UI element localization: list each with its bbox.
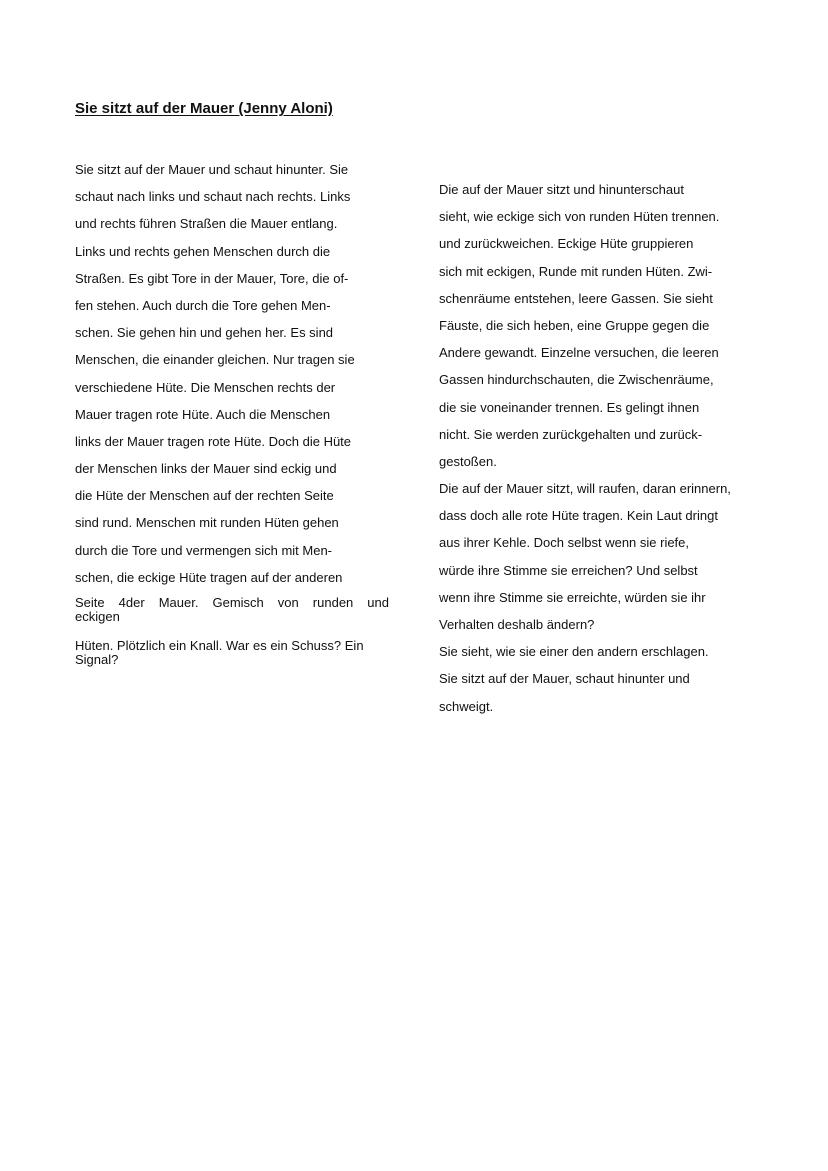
text-line: links der Mauer tragen rote Hüte. Doch die Hüte <box>75 433 352 449</box>
justified-paragraph <box>75 596 389 624</box>
text-line: nicht. Sie werden zurückgehalten und zurück- <box>439 426 703 442</box>
text-line: Sie sitzt auf der Mauer und schaut hinunter. Sie <box>75 162 349 177</box>
text-line: Links und rechts gehen Menschen durch die <box>75 243 331 259</box>
text-line: und rechts führen Straßen die Mauer entlang. <box>75 216 338 232</box>
text-line: dass doch alle rote Hüte tragen. Kein Laut dringt <box>439 508 718 524</box>
text-line: würde ihre Stimme sie erreichen? Und selbst <box>439 562 698 578</box>
text-line: Fäuste, die sich heben, eine Gruppe gegen die <box>439 317 710 333</box>
text-line: durch die Tore und vermengen sich mit Men- <box>75 542 332 558</box>
text-line: sich mit eckigen, Runde mit runden Hüten. Zwi- <box>439 263 713 279</box>
text-line: und zurückweichen. Eckige Hüte gruppieren <box>439 236 694 252</box>
text-line: der Menschen links der Mauer sind eckig und <box>75 461 337 477</box>
text-line: eckigen <box>75 609 120 624</box>
text-line: Straßen. Es gibt Tore in der Mauer, Tore, die of- <box>75 270 349 286</box>
text-line: Menschen, die einander gleichen. Nur tragen sie <box>75 352 355 368</box>
text-line: schen. Sie gehen hin und gehen her. Es sind <box>75 325 334 341</box>
text-line: Die auf der Mauer sitzt und hinunterschaut <box>439 182 684 197</box>
text-line: wenn ihre Stimme sie erreichte, würden sie ihr <box>439 589 706 605</box>
text-line: gestoßen. <box>439 453 497 469</box>
text-line: Die auf der Mauer sitzt, will raufen, daran erinnern, <box>439 481 731 497</box>
justified-paragraph: Hüten. Plötzlich ein Knall. War es ein Schuss? Ein Signal? <box>75 638 364 667</box>
text-line: schweigt. <box>439 698 494 714</box>
text-line: schen, die eckige Hüte tragen auf der anderen <box>75 569 343 585</box>
left-text-column <box>75 161 393 596</box>
text-line: die Hüte der Menschen auf der rechten Seite <box>75 488 334 504</box>
text-line: Seite 4der Mauer. Gemisch von runden und <box>75 595 389 610</box>
text-line: Mauer tragen rote Hüte. Auch die Menschen <box>75 406 331 422</box>
text-line: verschiedene Hüte. Die Menschen rechts der <box>75 379 336 395</box>
text-line: Sie sieht, wie sie einer den andern erschlagen. <box>439 644 709 660</box>
text-line: Verhalten deshalb ändern? <box>439 617 595 632</box>
document-title: Sie sitzt auf der Mauer (Jenny Aloni) <box>75 100 333 117</box>
text-line: Andere gewandt. Einzelne versuchen, die leeren <box>439 345 719 361</box>
text-line: schaut nach links und schaut nach rechts. Links <box>75 189 351 205</box>
text-line: aus ihrer Kehle. Doch selbst wenn sie riefe, <box>439 535 690 551</box>
text-line: die sie voneinander trennen. Es gelingt ihnen <box>439 399 700 415</box>
text-line: sind rund. Menschen mit runden Hüten gehen <box>75 515 339 531</box>
text-line: fen stehen. Auch durch die Tore gehen Men- <box>75 297 331 313</box>
text-line: Sie sitzt auf der Mauer, schaut hinunter und <box>439 671 690 687</box>
text-line: sieht, wie eckige sich von runden Hüten trennen. <box>439 209 720 225</box>
text-line: schenräume entstehen, leere Gassen. Sie sieht <box>439 290 713 306</box>
text-line: Gassen hindurchschauten, die Zwischenräume, <box>439 372 714 388</box>
right-text-column <box>439 181 759 725</box>
